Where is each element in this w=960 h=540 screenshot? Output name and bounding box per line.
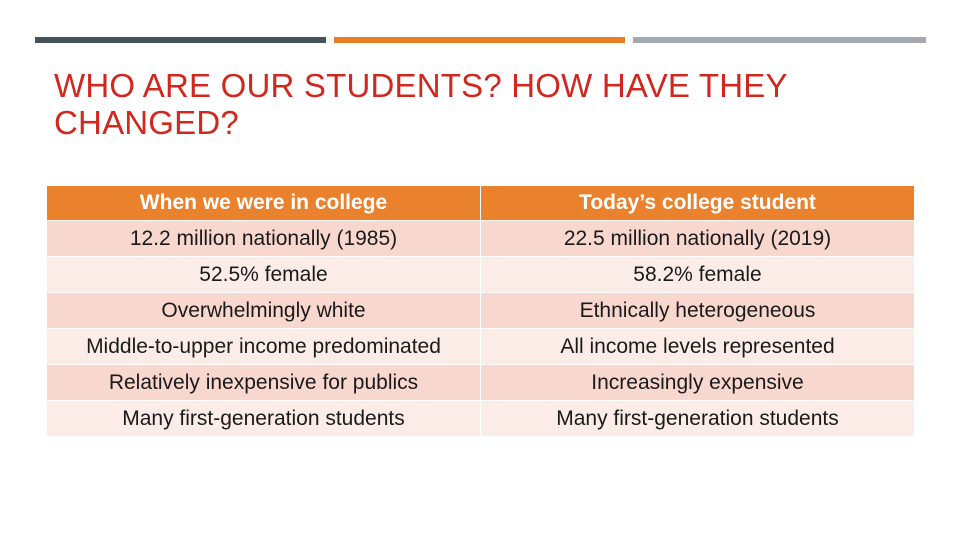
column-header-past: When we were in college <box>47 186 481 221</box>
table-header-row <box>47 186 915 221</box>
accent-bar-gray <box>633 37 926 43</box>
table-cell-today: Ethnically heterogeneous <box>481 293 915 329</box>
table-cell-past: Middle-to-upper income predominated <box>47 329 481 365</box>
table-cell-today: 22.5 million nationally (2019) <box>481 221 915 257</box>
table-cell-past: 12.2 million nationally (1985) <box>47 221 481 257</box>
comparison-table <box>46 185 914 437</box>
table-row <box>47 293 915 329</box>
table-cell-past: 52.5% female <box>47 257 481 293</box>
column-header-today: Today’s college student <box>481 186 915 221</box>
table-row <box>47 257 915 293</box>
table-row <box>47 365 915 401</box>
table-row <box>47 401 915 437</box>
slide-title: WHO ARE OUR STUDENTS? HOW HAVE THEY CHANGED? <box>54 67 788 141</box>
table-cell-past: Many first-generation students <box>47 401 481 437</box>
table-cell-today: 58.2% female <box>481 257 915 293</box>
table-cell-today: Increasingly expensive <box>481 365 915 401</box>
table-row <box>47 329 915 365</box>
table-row <box>47 221 915 257</box>
decorative-top-bars <box>0 37 960 43</box>
table-cell-past: Overwhelmingly white <box>47 293 481 329</box>
accent-bar-orange <box>334 37 625 43</box>
table-cell-today: All income levels represented <box>481 329 915 365</box>
table-cell-today: Many first-generation students <box>481 401 915 437</box>
accent-bar-dark <box>35 37 326 43</box>
table-cell-past: Relatively inexpensive for publics <box>47 365 481 401</box>
